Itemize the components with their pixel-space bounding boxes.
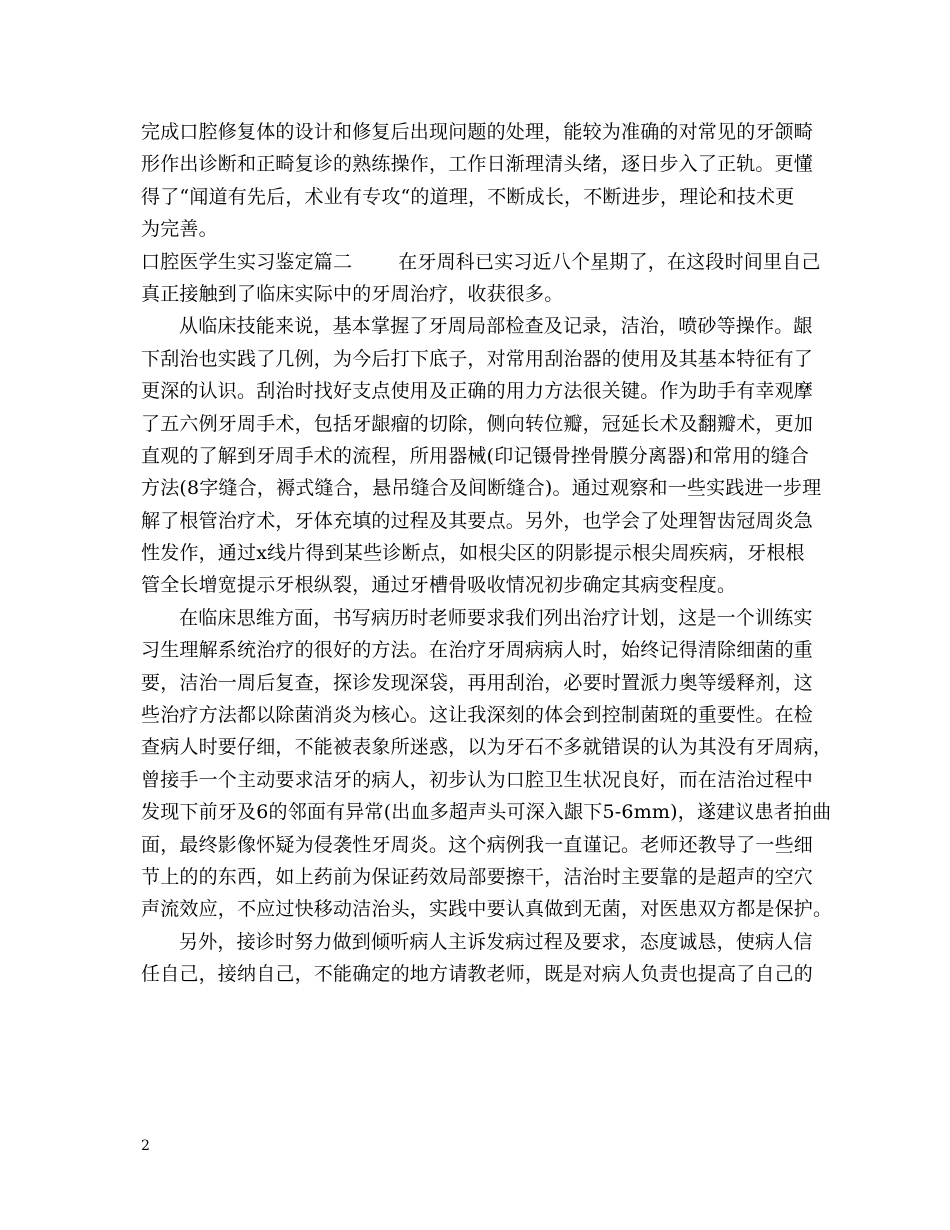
text-line: 声流效应，不应过快移动洁治头，实践中要认真做到无菌，对医患双方都是保护。: [141, 898, 833, 921]
text-line: 查病人时要仔细，不能被表象所迷惑，以为牙石不多就错误的认为其没有牙周病，: [141, 736, 833, 759]
text-line: 了五六例牙周手术，包括牙龈瘤的切除，侧向转位瓣，冠延长术及翻瓣术，更加: [141, 412, 814, 435]
text-line: 完成口腔修复体的设计和修复后出现问题的处理，能较为准确的对常见的牙颌畸: [141, 121, 814, 143]
text-line: 面，最终影像怀疑为侵袭性牙周炎。这个病例我一直谨记。老师还教导了一些细: [141, 833, 814, 856]
text-line: 任自己，接纳自己，不能确定的地方请教老师，既是对病人负责也提高了自己的: [141, 963, 814, 986]
text-line: 直观的了解到牙周手术的流程，所用器械(印记镊骨挫骨膜分离器)和常用的缝合: [141, 444, 810, 467]
paragraph-first-line: 在临床思维方面，书写病历时老师要求我们列出治疗计划，这是一个训练实: [179, 606, 813, 629]
text-line: 形作出诊断和正畸复诊的熟练操作，工作日渐理清头绪，逐日步入了正轨。更懂: [141, 153, 814, 176]
text-line: 为完善。: [141, 218, 218, 241]
text-line: 曾接手一个主动要求洁牙的病人，初步认为口腔卫生状况良好，而在洁治过程中: [141, 768, 814, 791]
page-number: 2: [141, 1138, 150, 1154]
document-body: [141, 116, 831, 991]
text-line: 些治疗方法都以除菌消炎为核心。这让我深刻的体会到控制菌斑的重要性。在检: [141, 704, 814, 727]
text-line: 下刮治也实践了几例，为今后打下底子，对常用刮治器的使用及其基本特征有了: [141, 347, 814, 370]
text-line: 得了“闻道有先后，术业有专攻“的道理，不断成长，不断进步，理论和技术更: [141, 185, 795, 208]
text-line: 要，洁治一周后复查，探诊发现深袋，再用刮治，必要时置派力奥等缓释剂，这: [141, 671, 814, 694]
paragraph-first-line: 从临床技能来说，基本掌握了牙周局部检查及记录，洁治，喷砂等操作。龈: [179, 315, 813, 338]
text-line: 管全长增宽提示牙根纵裂，通过牙槽骨吸收情况初步确定其病变程度。: [141, 574, 737, 597]
text-line: 真正接触到了临床实际中的牙周治疗，收获很多。: [141, 282, 564, 305]
section-title: 口腔医学生实习鉴定篇二: [141, 250, 353, 273]
text-line: 性发作，通过x线片得到某些诊断点，如根尖区的阴影提示根尖周疾病，牙根根: [141, 542, 805, 565]
text-line: 发现下前牙及6的邻面有异常(出血多超声头可深入龈下5-6mm)，遂建议患者拍曲: [141, 801, 832, 824]
text-line: 习生理解系统治疗的很好的方法。在治疗牙周病病人时，始终记得清除细菌的重: [141, 639, 814, 662]
text-line: 节上的的东西，如上药前为保证药效局部要擦干，洁治时主要靠的是超声的空穴: [141, 865, 814, 888]
text-line: 方法(8字缝合，褥式缝合，悬吊缝合及间断缝合)。通过观察和一些实践进一步理: [141, 477, 822, 500]
section-heading-line: [141, 246, 831, 278]
text-line: 解了根管治疗术，牙体充填的过程及其要点。另外，也学会了处理智齿冠周炎急: [141, 509, 814, 532]
text-line: 更深的认识。刮治时找好支点使用及正确的用力方法很关键。作为助手有幸观摩: [141, 380, 814, 403]
paragraph-first-line: 另外，接诊时努力做到倾听病人主诉发病过程及要求，态度诚恳，使病人信: [179, 930, 813, 953]
section-first-line: 在牙周科已实习近八个星期了，在这段时间里自己: [398, 250, 821, 273]
